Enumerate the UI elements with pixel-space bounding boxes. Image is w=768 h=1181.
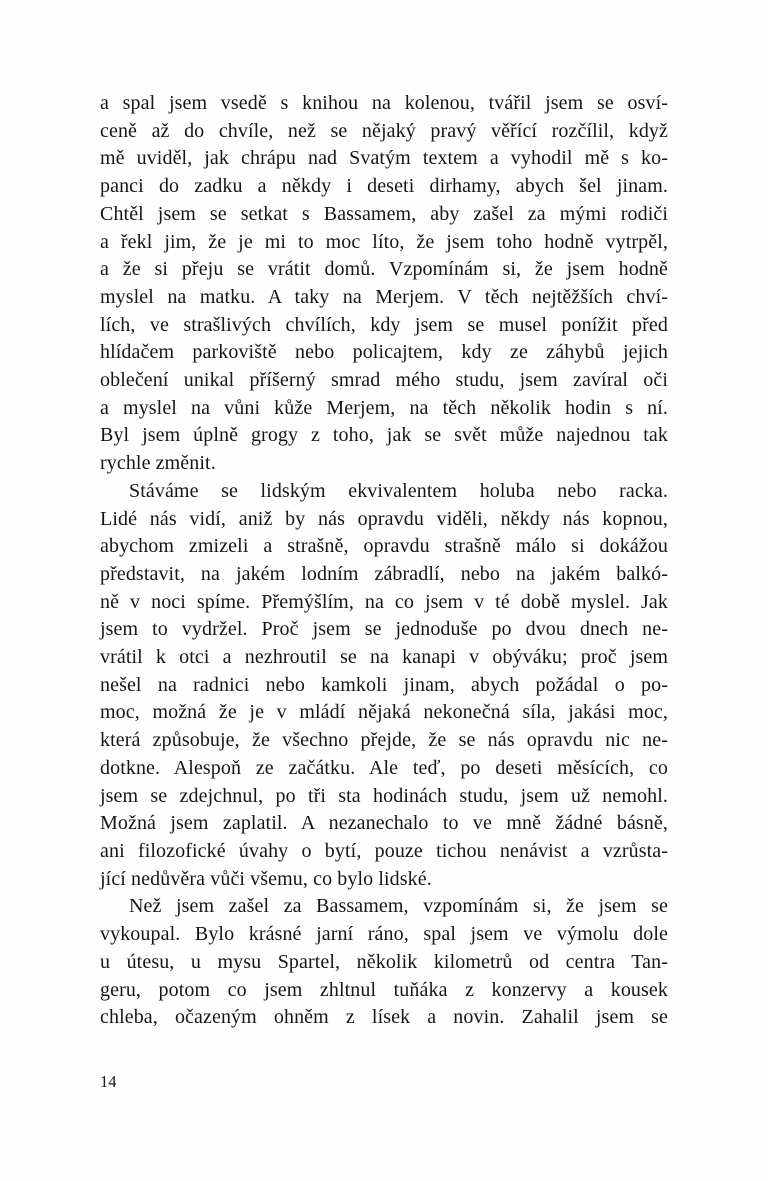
text-line: rychle změnit. xyxy=(100,452,216,475)
text-line: hlídačem parkoviště nebo policajtem, kdy ze záhybů jejich xyxy=(100,341,668,364)
text-line: jsem se zdejchnul, po tři sta hodinách studu, jsem už nemohl. xyxy=(100,784,668,807)
text-line: Byl jsem úplně grogy z toho, jak se svět může najednou tak xyxy=(100,424,668,447)
text-line: vrátil k otci a nezhroutil se na kanapi v obýváku; proč jsem xyxy=(100,646,668,669)
text-line: a spal jsem vsedě s knihou na kolenou, tvářil jsem se osví- xyxy=(100,92,668,114)
text-line: a řekl jim, že je mi to moc líto, že jsem toho hodně vytrpěl, xyxy=(100,230,668,253)
text-line: která způsobuje, že všechno přejde, že se nás opravdu nic ne- xyxy=(100,729,668,752)
text-line: lích, ve strašlivých chvílích, kdy jsem se musel ponížit před xyxy=(100,313,668,336)
text-line: a že si přeju se vrátit domů. Vzpomínám si, že jsem hodně xyxy=(100,258,668,281)
text-line: vykoupal. Bylo krásné jarní ráno, spal jsem ve výmolu dole xyxy=(100,923,668,946)
text-line: myslel na matku. A taky na Merjem. V těch nejtěžších chví- xyxy=(100,285,668,308)
text-line: Stáváme se lidským ekvivalentem holuba nebo racka. xyxy=(129,479,668,502)
text-line: u útesu, u mysu Spartel, několik kilometrů od centra Tan- xyxy=(100,950,668,973)
text-line: geru, potom co jsem zhltnul tuňáka z konzervy a kousek xyxy=(100,978,668,1001)
text-line: moc, možná že je v mládí nějaká nekonečná síla, jakási moc, xyxy=(100,701,668,724)
paragraph xyxy=(100,478,668,894)
text-line: představit, na jakém lodním zábradlí, nebo na jakém balkó- xyxy=(100,562,668,585)
text-line: oblečení unikal příšerný smrad mého studu, jsem zavíral oči xyxy=(100,369,668,392)
text-line: Možná jsem zaplatil. A nezanechalo to ve mně žádné básně, xyxy=(100,812,668,835)
text-line: abychom zmizeli a strašně, opravdu strašně málo si dokážou xyxy=(100,535,668,558)
text-line: nešel na radnici nebo kamkoli jinam, abych požádal o po- xyxy=(100,673,668,696)
text-line: panci do zadku a někdy i deseti dirhamy, abych šel jinam. xyxy=(100,175,668,198)
text-line: Lidé nás vidí, aniž by nás opravdu viděli, někdy nás kopnou, xyxy=(100,507,668,530)
text-line: jící nedůvěra vůči všemu, co bylo lidské. xyxy=(100,867,432,890)
paragraph xyxy=(100,893,668,1032)
text-line: mě uviděl, jak chrápu nad Svatým textem a vyhodil mě s ko- xyxy=(100,147,668,170)
text-line: dotkne. Alespoň ze začátku. Ale teď, po deseti měsících, co xyxy=(100,756,668,779)
text-block xyxy=(100,90,668,1032)
text-line: chleba, očazeným ohněm z lísek a novin. Zahalil jsem se xyxy=(100,1006,668,1029)
text-line: Než jsem zašel za Bassamem, vzpomínám si, že jsem se xyxy=(129,895,668,918)
text-line: a myslel na vůni kůže Merjem, na těch několik hodin s ní. xyxy=(100,396,668,419)
text-line: ani filozofické úvahy o bytí, pouze tichou nenávist a vzrůsta- xyxy=(100,839,668,862)
paragraph xyxy=(100,90,668,478)
text-line: ceně až do chvíle, než se nějaký pravý věřící rozčílil, když xyxy=(100,119,668,142)
text-line: ně v noci spíme. Přemýšlím, na co jsem v té době myslel. Jak xyxy=(100,590,668,613)
page-number: 14 xyxy=(100,1072,117,1091)
text-line: Chtěl jsem se setkat s Bassamem, aby zašel za mými rodiči xyxy=(100,202,668,225)
text-line: jsem to vydržel. Proč jsem se jednoduše po dvou dnech ne- xyxy=(100,618,668,641)
